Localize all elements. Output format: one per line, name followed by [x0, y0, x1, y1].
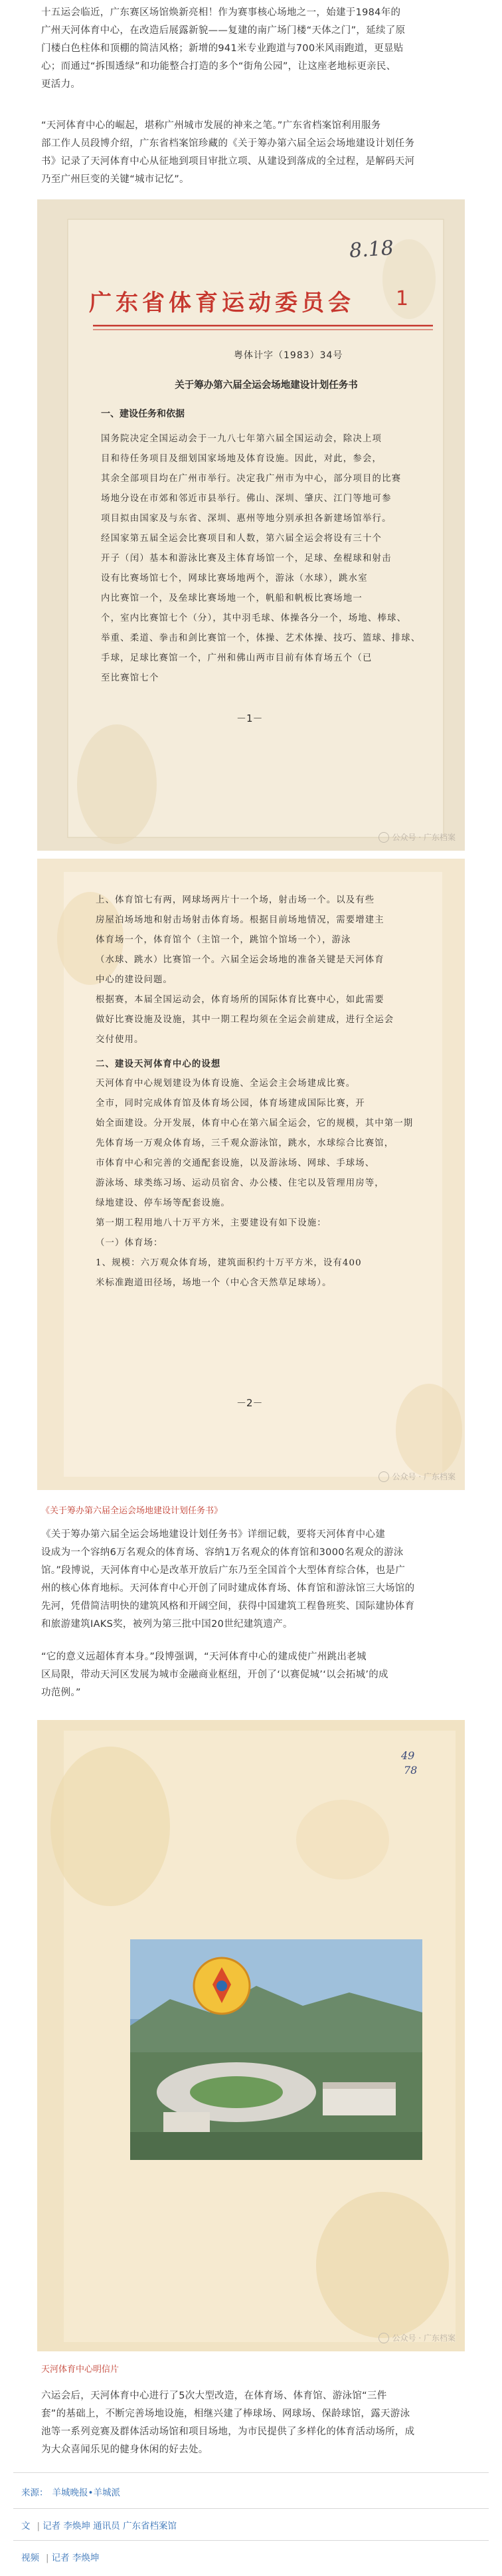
document-line: 先体育场一万观众体育场，三千观众游泳馆，跳水，水球综合比赛馆，	[96, 1138, 394, 1148]
paragraph-line: “天河体育中心的崛起，堪称广州城市发展的神来之笔。”广东省档案馆利用服务	[41, 120, 381, 131]
paragraph-line: 功范例。”	[41, 1687, 81, 1698]
document-line: 第一期工程用地八十万平方米，主要建设有如下设施：	[96, 1218, 327, 1228]
credit-video: 视频 | 记者 李焕坤	[21, 2553, 100, 2563]
paragraph-line: 六运会后，天河体育中心进行了5次大型改造，在体育场、体育馆、游泳馆“三件	[41, 2391, 387, 2401]
document-line: 交付使用。	[96, 1035, 144, 1045]
document-line: 绿地建设、停车场等配套设施。	[96, 1198, 230, 1208]
postcard-scan	[37, 1720, 465, 2351]
intro-line: 门楼白色柱体和顶棚的简洁风格；新增的941米专业跑道与700米风雨跑道，更显贴	[41, 43, 404, 54]
document-line: 其余全部项目均在广州市举行。决定我广州市为中心，部分项目的比赛	[101, 474, 402, 484]
letterhead-corner-mark: 1	[396, 287, 409, 310]
document-page-number: －2－	[236, 1397, 263, 1409]
credit-text-second: 通讯员 广东省档案馆	[93, 2521, 177, 2531]
credit-text: 文 | 记者 李焕坤 通讯员 广东省档案馆	[21, 2521, 177, 2531]
archive-intro-paragraph	[41, 117, 461, 189]
document-line: 经国家第五届全运会比赛项目和人数，第六届全运会将设有三十个	[101, 534, 382, 544]
document-line: 天河体育中心规划建设为体育设施、全运会主会场建成比赛。	[96, 1079, 356, 1089]
document-section-heading: 一、建设任务和依据	[101, 409, 185, 419]
credit-video-writer: 记者 李焕坤	[51, 2553, 100, 2563]
intro-line: 更活力。	[41, 79, 81, 90]
archive-document-page-2	[37, 859, 465, 1490]
wechat-icon	[378, 1471, 389, 1482]
divider	[13, 2540, 489, 2541]
paragraph-line: 乃至广州巨变的关键“城市记忆”。	[41, 174, 189, 185]
document-line: 做好比赛设施及设施，其中一期工程均须在全运会前建成，进行全运会	[96, 1015, 394, 1025]
handwritten-mark-bottom: 78	[404, 1764, 418, 1776]
document-line: 始全面建设。分开发展，体育中心在第六届全运会，它的规模，其中第一期	[96, 1119, 414, 1128]
document-line: 内比赛馆一个，及垒球比赛场地一个，帆船和帆板比赛场地一	[101, 593, 363, 603]
document-line: 至比赛馆七个	[101, 673, 159, 683]
document-line: 1、规模：六万观众体育场，建筑面积约十万平方米，设有400	[96, 1258, 362, 1268]
document-line: 手球，足球比赛馆一个，广州和佛山两市目前有体育场五个（已	[101, 653, 373, 663]
document-line: 场地分设在市郊和邻近市县举行。佛山、深圳、肇庆、江门等地可参	[101, 494, 392, 504]
intro-line: 十五运会临近，广东赛区场馆焕新亮相！作为赛事核心场地之一，始建于1984年的	[41, 7, 401, 18]
credit-text-writer: 记者 李焕坤	[42, 2521, 90, 2531]
document-section-heading: 二、建设天河体育中心的设想	[96, 1059, 221, 1069]
document-line: （水球、跳水）比赛馆一个。六届全运会场地的准备关键是天河体育	[96, 955, 384, 965]
games-emblem	[194, 1958, 250, 2014]
document-line: 目和待任务项目及细划国家场地及体育设施。因此，对此，参会，	[101, 454, 382, 464]
postcard-archive-photo	[37, 1720, 465, 2351]
watermark-text: 公众号 · 广东档案	[392, 1472, 456, 1481]
document-line: 根据赛，本届全国运动会，体育场所的国际体育比赛中心，如此需要	[96, 995, 384, 1005]
credit-source-label: 来源：	[21, 2488, 48, 2498]
credit-text-label: 文	[21, 2521, 31, 2531]
document-body	[101, 429, 433, 689]
paragraph-line: 池等一系列竞赛及群体活动场馆和项目场地，为市民提供了多样化的体育活动场所，成	[41, 2426, 415, 2437]
intro-line: 心；而通过“拆围透绿”和功能整合打造的多个“街角公园”，让这座老地标更亲民、	[41, 61, 396, 72]
paragraph-line: 设成为一个容纳6万名观众的体育场、容纳1万名观众的体育馆和3000名观众的游泳	[41, 1547, 404, 1558]
watermark	[378, 2332, 456, 2343]
document-body	[96, 891, 441, 1293]
paragraph-line: 州的核心体育地标。天河体育中心开创了同时建成体育场、体育馆和游泳馆三大场馆的	[41, 1583, 415, 1594]
document-sub-heading: （一）体育场：	[96, 1238, 163, 1248]
paragraph-line: 和旅游建筑IAKS奖，被列为第三批中国20世纪建筑遗产。	[41, 1619, 293, 1630]
significance-paragraph	[41, 1648, 461, 1702]
document-line: 市体育中心和完善的交通配套设施，以及游泳场、网球、手球场、	[96, 1158, 375, 1168]
paragraph-line: 馆。”段博说，天河体育中心是改革开放后广东乃至全国首个大型体育综合体，也是广	[41, 1565, 406, 1576]
document-line: 国务院决定全国运动会于一九八七年第六届全国运动会，除决上项	[101, 434, 382, 444]
document-line: 游泳场、球类练习场、运动员宿舍、办公楼、住宅以及管理用房等，	[96, 1178, 384, 1188]
paragraph-line: 部工作人员段博介绍，广东省档案馆珍藏的《关于筹办第六届全运会场地建设计划任务	[41, 138, 415, 149]
paragraph-line: 书》记录了天河体育中心从征地到项目审批立项、从建设到落成的全过程，是解码天河	[41, 156, 415, 167]
renovation-paragraph	[41, 2387, 461, 2459]
document-line: 房屋泊场场地和射击场射击体育场。根据目前场地情况，需要增建主	[96, 915, 384, 925]
document-line: 设有比赛场馆七个，网球比赛场地两个，游泳（水球），跳水室	[101, 574, 368, 584]
document-line: 米标准跑道田径场，场地一个（中心含天然草足球场）。	[96, 1278, 332, 1288]
document-title: 关于筹办第六届全运会场地建设计划任务书	[175, 380, 358, 391]
credit-source	[21, 2486, 120, 2500]
document-line: 举重、柔道、拳击和剑比赛馆一个，体操、艺术体操、技巧、篮球、排球、	[101, 633, 421, 643]
document-line: 上、体育馆七有两，网球场两片十一个场，射击场一个。以及有些	[96, 895, 375, 905]
document-line: 个，室内比赛馆七个（分），其中羽毛球、体操各分一个，场地、棒球、	[101, 613, 407, 623]
intro-line: 广州天河体育中心，在改造后展露新貌——复建的南广场门楼“天体之门”，延续了原	[41, 25, 406, 36]
divider	[13, 2472, 489, 2473]
document-line: 全市，同时完成体育馆及体育场公园，体育场建成国际比赛，开	[96, 1099, 365, 1109]
document-number: 粤体计字（1983）34号	[234, 350, 343, 361]
document-line: 体育场一个，体育馆个（主馆一个，跳馆个馆场一个），游泳	[96, 935, 351, 945]
paragraph-line: 先河，凭借简洁明快的建筑风格和开阔空间，获得中国建筑工程鲁班奖、国际建协体育	[41, 1601, 415, 1612]
document-page-number: －1－	[236, 712, 263, 724]
paragraph-line: 套”的基础上，不断完善场地设施，相继兴建了棒球场、网球场、保龄球馆，露天游泳	[41, 2409, 410, 2419]
paragraph-line: 为大众喜闻乐见的健身休闲的好去处。	[41, 2444, 209, 2455]
wechat-icon	[378, 2333, 389, 2343]
handwritten-date: 8.18	[348, 236, 394, 263]
document-caption: 《关于筹办第六届全运会场地建设计划任务书》	[41, 1506, 223, 1516]
credit-source-link[interactable]: 羊城晚报•羊城派	[52, 2488, 120, 2498]
document-detail-paragraph	[41, 1526, 461, 1634]
paragraph-line: 《关于筹办第六届全运会场地建设计划任务书》详细记载，要将天河体育中心建	[41, 1529, 385, 1540]
document-line: 项目拟由国家及与东省、深圳、惠州等地分别承担各新建场馆举行。	[101, 514, 392, 524]
watermark	[378, 831, 456, 843]
paragraph-line: “它的意义远超体育本身。”段博强调，“天河体育中心的建成使广州跳出老城	[41, 1652, 367, 1662]
watermark	[378, 1471, 456, 1482]
document-line: 中心的建设问题。	[96, 975, 173, 985]
archive-document-page-1	[37, 199, 465, 851]
credit-video-label: 视频	[21, 2553, 39, 2563]
divider	[13, 2508, 489, 2509]
postcard-caption: 天河体育中心明信片	[41, 2365, 120, 2375]
watermark-text: 公众号 · 广东档案	[392, 2333, 456, 2343]
handwritten-mark-top: 49	[401, 1749, 415, 1762]
postcard-image	[130, 1939, 422, 2160]
watermark-text: 公众号 · 广东档案	[392, 833, 456, 842]
wechat-icon	[378, 832, 389, 843]
document-line: 开子（闰）基本和游泳比赛及主体育场馆一个，足球、垒棍球和射击	[101, 554, 392, 564]
letterhead-title: 广东省体育运动委员会	[89, 290, 355, 316]
paragraph-line: 区局限，带动天河区发展为城市金融商业枢纽，开创了‘以赛促城’‘以会拓城’的成	[41, 1669, 388, 1680]
intro-paragraph	[41, 4, 461, 94]
